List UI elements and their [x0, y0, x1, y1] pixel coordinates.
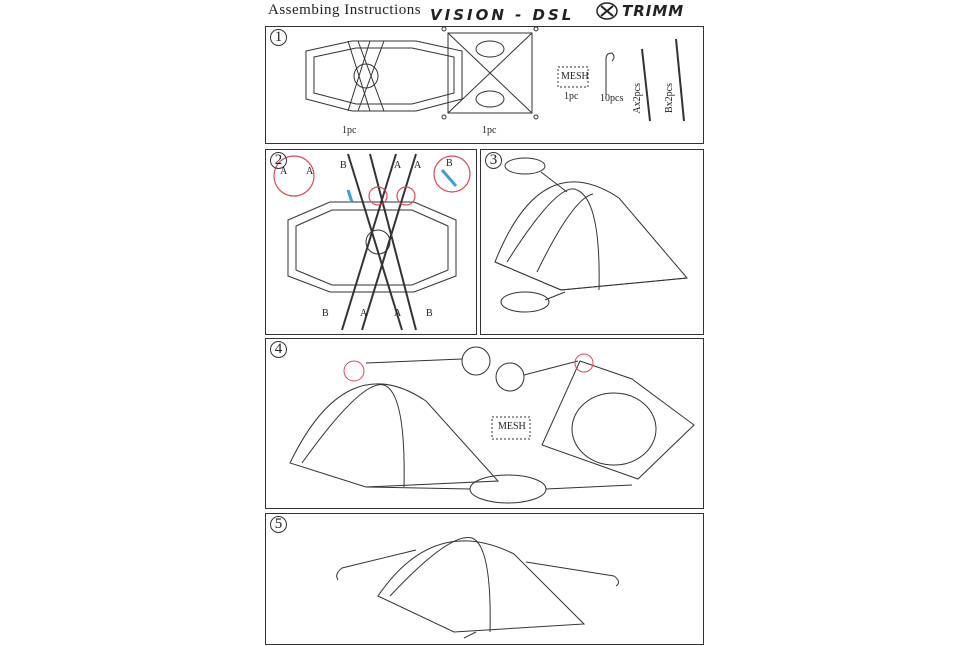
fly-qty: 1pc	[482, 125, 497, 136]
brand-name: TRIMM	[622, 2, 685, 20]
pole-label: B	[322, 308, 329, 319]
step-number: 5	[270, 516, 287, 533]
step-4-illustration	[266, 339, 705, 510]
pole-label: A	[394, 308, 402, 319]
pole-label: A	[394, 160, 402, 171]
step-3-panel	[480, 149, 704, 335]
step-number: 4	[270, 341, 287, 358]
step-4-panel	[265, 338, 704, 509]
pole-label: A	[360, 308, 368, 319]
pole-label: A	[414, 160, 422, 171]
step-2-panel	[265, 149, 477, 335]
step-number: 3	[485, 152, 502, 169]
step-number: 1	[270, 29, 287, 46]
step-3-illustration	[481, 150, 705, 336]
pole-label: A	[306, 166, 314, 177]
step-1-panel	[265, 26, 704, 144]
pole-a-qty: Ax2pcs	[632, 83, 643, 114]
brand-logo	[596, 2, 684, 20]
inner-tent-qty: 1pc	[342, 125, 357, 136]
peg-qty: 10pcs	[600, 93, 624, 104]
pole-label: B	[340, 160, 347, 171]
model-name: VISION - DSL	[430, 6, 575, 24]
mesh-label: MESH	[498, 421, 526, 432]
step-number: 2	[270, 152, 287, 169]
mesh-qty: 1pc	[564, 91, 579, 102]
trimm-logo-icon	[596, 2, 618, 20]
pole-label: B	[426, 308, 433, 319]
pole-b-qty: Bx2pcs	[664, 83, 675, 113]
step-5-illustration	[266, 514, 705, 646]
pole-label: B	[446, 158, 453, 169]
step-5-panel	[265, 513, 704, 645]
page-title: Assembing Instructions	[268, 2, 422, 18]
pole-label: A	[280, 166, 288, 177]
step-2-illustration	[266, 150, 478, 336]
mesh-label: MESH	[561, 71, 589, 82]
